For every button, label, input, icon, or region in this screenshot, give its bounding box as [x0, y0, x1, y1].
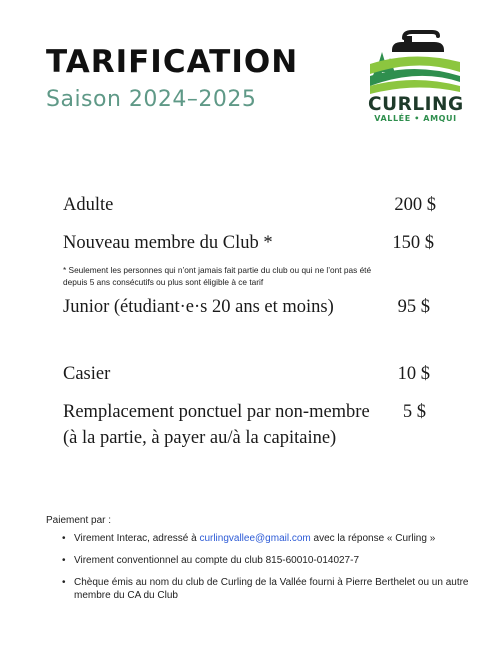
price-value-casier: 10 $	[397, 364, 430, 384]
cheque-text: Chèque émis au nom du club de Curling de la Vallée fourni à Pierre Berthelet ou un autre membre du CA du Club	[74, 577, 469, 601]
price-label-junior: Junior (étudiant·e·s 20 ans et moins)	[63, 297, 334, 317]
price-label-remplacement: Remplacement ponctuel par non-membre	[63, 402, 370, 422]
price-value-remplacement: 5 $	[402, 402, 426, 422]
price-label-adulte: Adulte	[63, 195, 114, 215]
price-label-remplacement-detail: (à la partie, à payer au/à la capitaine)	[63, 428, 337, 448]
interac-prefix: Virement Interac, adressé à	[74, 533, 200, 544]
payment-method-interac	[62, 532, 482, 545]
payment-methods-list	[62, 532, 482, 611]
bullet-icon: •	[62, 555, 66, 566]
price-value-adulte: 200 $	[394, 195, 436, 215]
payment-method-virement	[62, 554, 482, 567]
season-subtitle: Saison 2024–2025	[46, 87, 257, 112]
email-link[interactable]: curlingvallee@gmail.com	[199, 533, 311, 544]
payment-method-cheque	[62, 576, 482, 602]
payment-label: Paiement par :	[46, 515, 112, 526]
price-label-casier: Casier	[63, 364, 111, 384]
bullet-icon: •	[62, 577, 66, 588]
virement-text: Virement conventionnel au compte du club 815-60010-014027-7	[74, 555, 360, 566]
page-title: TARIFICATION	[46, 44, 299, 80]
logo-tagline: VALLÉE • AMQUI	[374, 114, 457, 123]
price-label-nouveau-membre: Nouveau membre du Club *	[63, 233, 273, 253]
price-value-nouveau-membre: 150 $	[392, 233, 434, 253]
interac-suffix: avec la réponse « Curling »	[310, 533, 436, 544]
bullet-icon: •	[62, 533, 66, 544]
logo-wordmark: CURLING	[368, 94, 464, 115]
eligibility-note: * Seulement les personnes qui n’ont jamais fait partie du club ou qui ne l’ont pas été depuis 5 ans consécutifs ou plus sont éligible à ce tarif	[63, 265, 372, 287]
price-value-junior: 95 $	[397, 297, 430, 317]
